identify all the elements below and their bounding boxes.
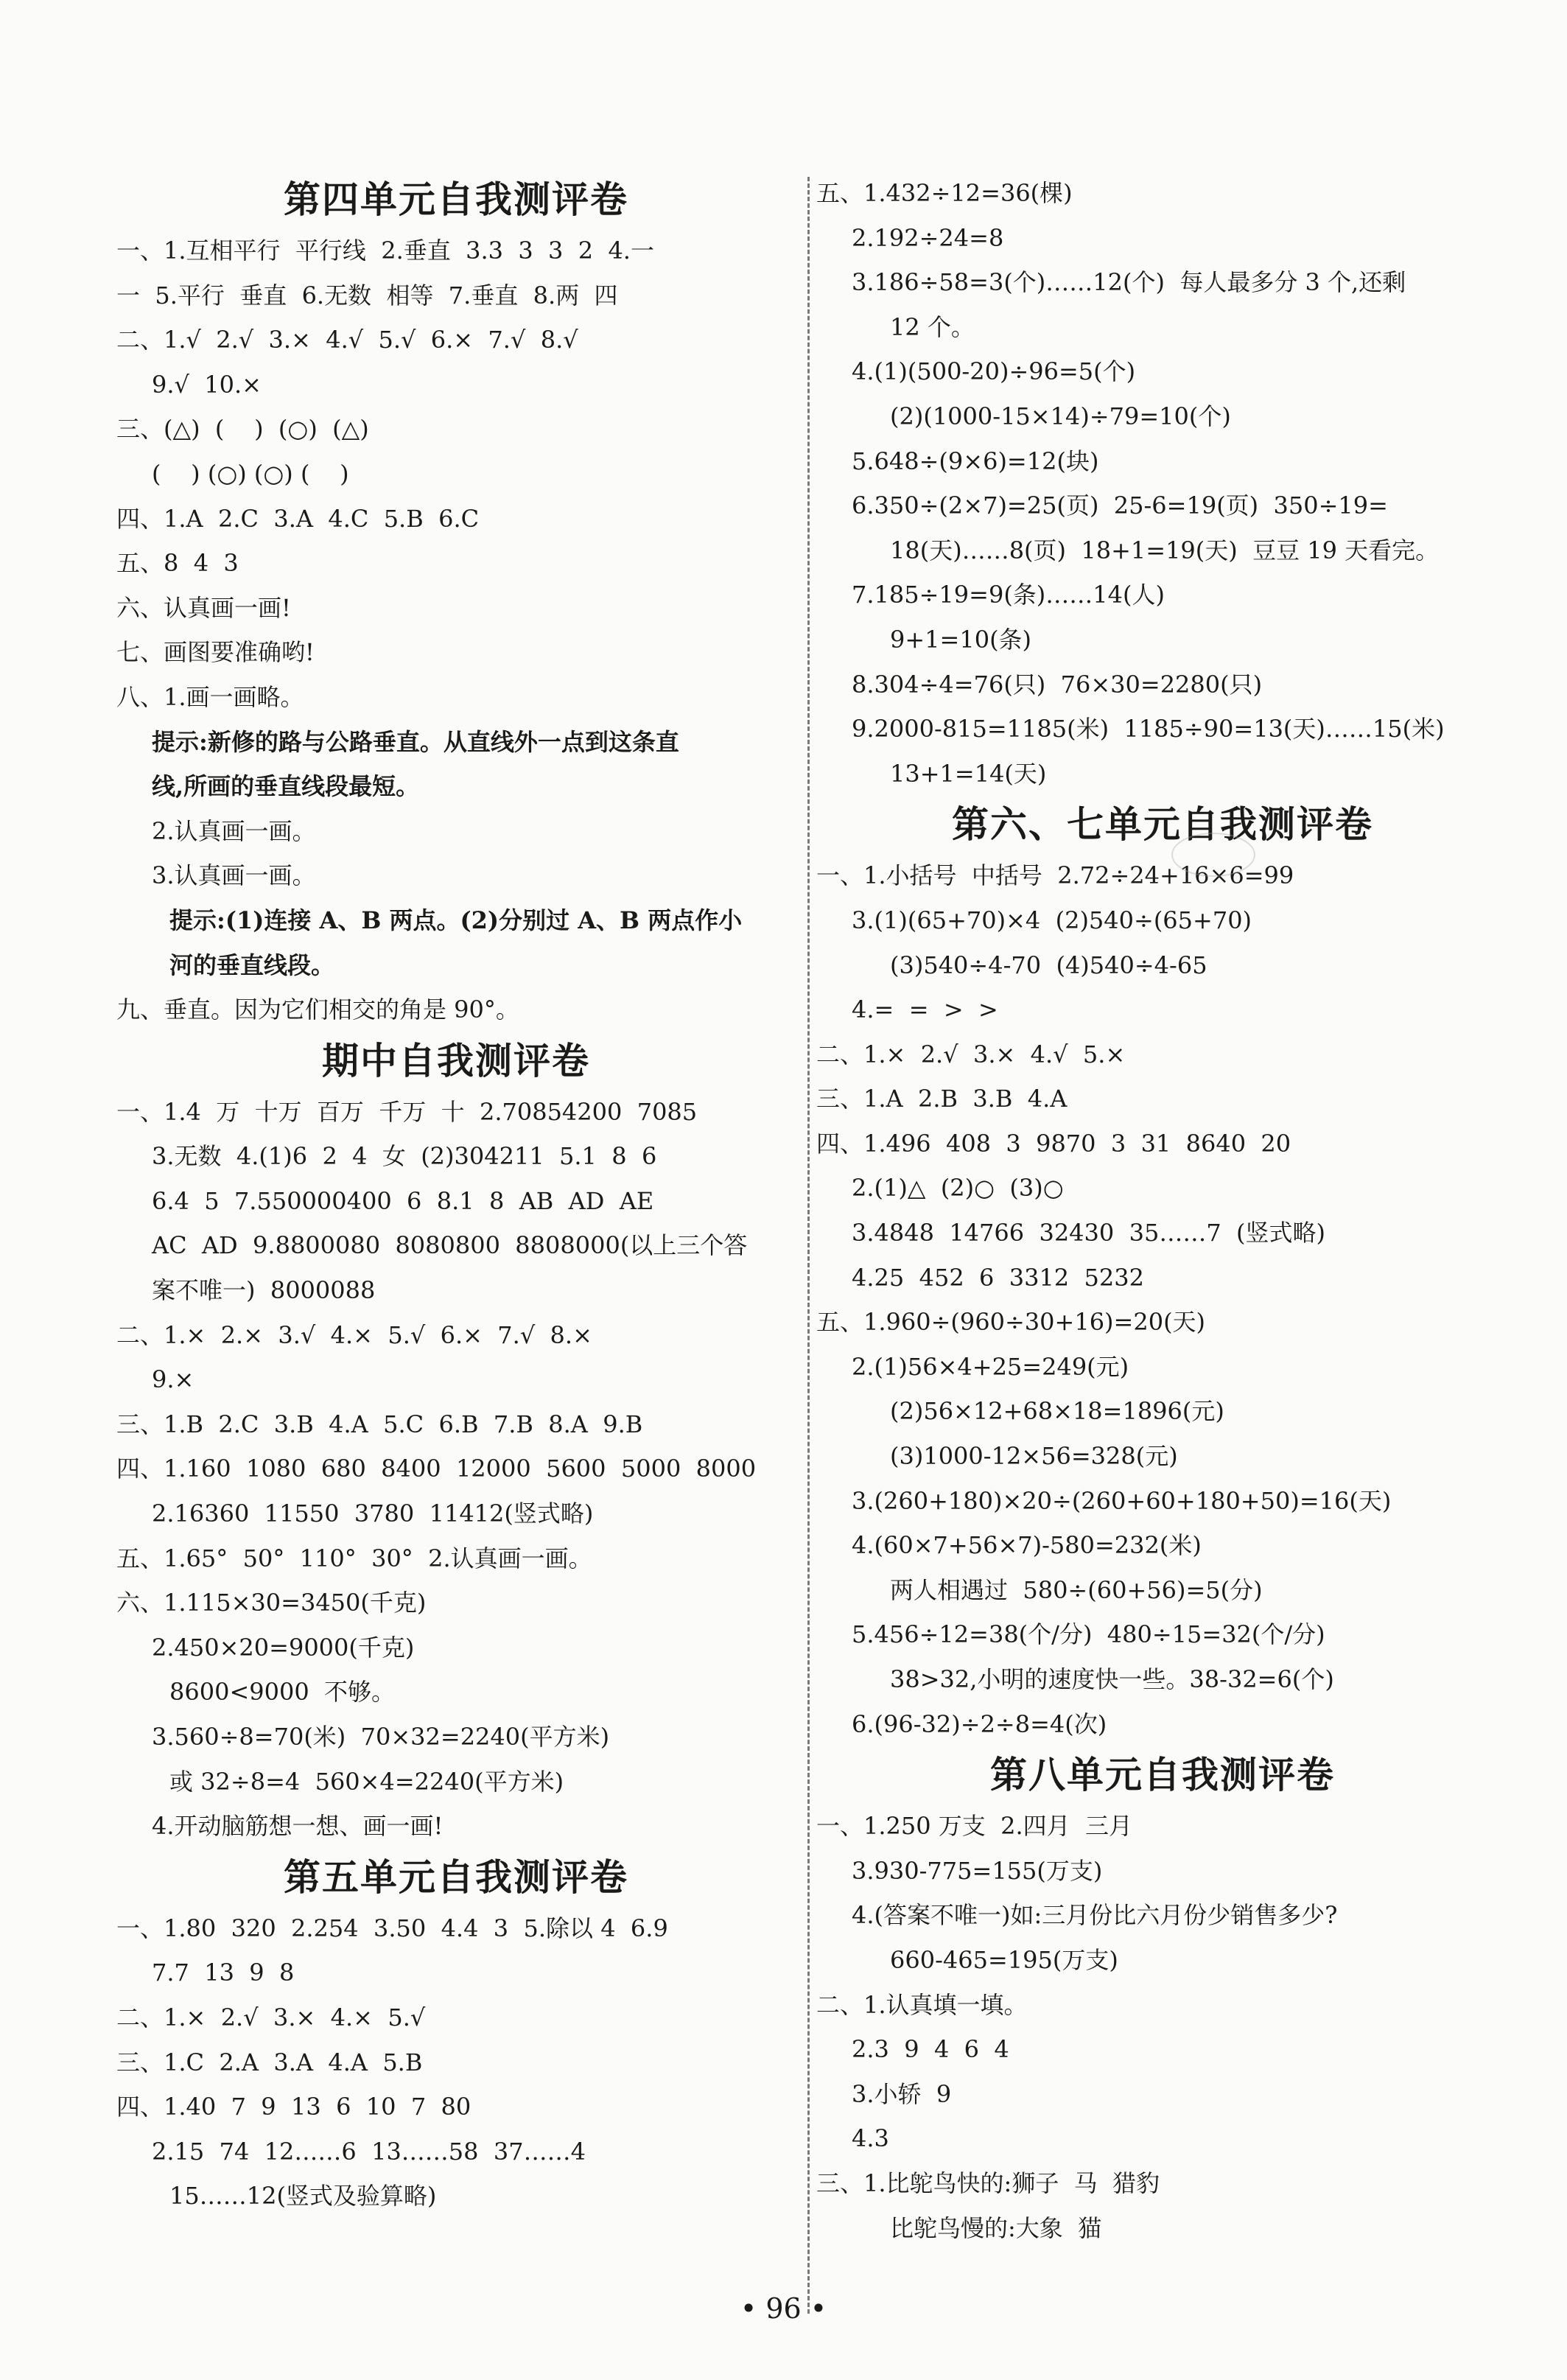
- answer-line: 2.(1)△ (2)○ (3)○: [852, 1174, 1064, 1203]
- answer-line: 3.560÷8=70(米) 70×32=2240(平方米): [152, 1723, 610, 1751]
- left-column: [116, 171, 796, 2219]
- answer-line: 8.304÷4=76(只) 76×30=2280(只): [852, 670, 1263, 699]
- answer-line: 二、1.认真填一填。: [816, 1990, 1028, 2019]
- faint-stamp-watermark: [1171, 833, 1255, 877]
- answer-line: 四、1.40 7 9 13 6 10 7 80: [116, 2093, 471, 2121]
- answer-line: 六、认真画一画!: [116, 593, 291, 622]
- answer-line: 三、(△) ( ) (○) (△): [116, 415, 369, 444]
- right-column: [816, 171, 1509, 2250]
- answer-line: 一、1.小括号 中括号 2.72÷24+16×6=99: [816, 861, 1294, 890]
- answer-line: (3)540÷4-70 (4)540÷4-65: [890, 951, 1207, 979]
- answer-line: 二、1.× 2.√ 3.× 4.× 5.√: [116, 2003, 426, 2031]
- answer-line: 三、1.A 2.B 3.B 4.A: [816, 1085, 1068, 1113]
- answer-line: 2.3 9 4 6 4: [852, 2035, 1009, 2064]
- answer-line: 二、1.× 2.× 3.√ 4.× 5.√ 6.× 7.√ 8.×: [116, 1320, 592, 1349]
- answer-line: 三、1.B 2.C 3.B 4.A 5.C 6.B 7.B 8.A 9.B: [116, 1410, 643, 1438]
- answer-line: 四、1.496 408 3 9870 3 31 8640 20: [816, 1129, 1291, 1158]
- answer-line: 2.450×20=9000(千克): [152, 1633, 415, 1662]
- answer-line: ( ) (○) (○) ( ): [152, 459, 349, 488]
- answer-line: 8600<9000 不够。: [169, 1678, 396, 1707]
- answer-line: 二、1.× 2.√ 3.× 4.√ 5.×: [816, 1040, 1126, 1068]
- answer-line: 7.7 13 9 8: [152, 1959, 295, 1987]
- answer-line: AC AD 9.8800080 8080800 8808000(以上三个答: [152, 1231, 748, 1260]
- section-title: 第四单元自我测评卷: [284, 178, 628, 221]
- answer-line: 6.4 5 7.550000400 6 8.1 8 AB AD AE: [152, 1186, 654, 1215]
- answer-line: 三、1.比鸵鸟快的:狮子 马 猎豹: [816, 2169, 1160, 2197]
- answer-line: (3)1000-12×56=328(元): [890, 1442, 1178, 1471]
- answer-line: 一、1.80 320 2.254 3.50 4.4 3 5.除以 4 6.9: [116, 1914, 668, 1942]
- answer-line: 9+1=10(条): [890, 625, 1032, 654]
- answer-line: 七、画图要准确哟!: [116, 638, 315, 667]
- answer-line: 38>32,小明的速度快一些。38-32=6(个): [890, 1665, 1334, 1693]
- answer-line: 八、1.画一画略。: [116, 682, 304, 711]
- section-title: 第八单元自我测评卷: [990, 1754, 1335, 1797]
- answer-line: 9.√ 10.×: [152, 370, 262, 399]
- answer-line: 一、1.250 万支 2.四月 三月: [816, 1812, 1133, 1841]
- answer-line: 3.(260+180)×20÷(260+60+180+50)=16(天): [852, 1486, 1392, 1515]
- answer-line: 3.认真画一画。: [152, 861, 316, 890]
- answer-line: 5.648÷(9×6)=12(块): [852, 447, 1099, 475]
- answer-line: 2.192÷24=8: [852, 223, 1004, 252]
- answer-line: 4.(60×7+56×7)-580=232(米): [852, 1531, 1202, 1560]
- answer-section: [116, 171, 796, 1032]
- answer-line: 3.930-775=155(万支): [852, 1856, 1103, 1885]
- answer-line: 4.(1)(500-20)÷96=5(个): [852, 357, 1136, 386]
- answer-line: 3.小轿 9: [852, 2079, 952, 2108]
- answer-line: 两人相遇过 580÷(60+56)=5(分): [890, 1575, 1263, 1604]
- answer-line: 12 个。: [890, 312, 975, 341]
- answer-line: 5.456÷12=38(个/分) 480÷15=32(个/分): [852, 1620, 1325, 1649]
- answer-line: 9.2000-815=1185(米) 1185÷90=13(天)……15(米): [852, 715, 1445, 743]
- answer-section: [116, 1849, 796, 2219]
- answer-line: 4.= = > >: [852, 995, 998, 1024]
- answer-line: 2.15 74 12……6 13……58 37……4: [152, 2137, 586, 2166]
- answer-line: 一 5.平行 垂直 6.无数 相等 7.垂直 8.两 四: [116, 281, 618, 309]
- answer-line: 九、垂直。因为它们相交的角是 90°。: [116, 995, 519, 1024]
- answer-line: (2)56×12+68×18=1896(元): [890, 1397, 1224, 1426]
- answer-line: 3.186÷58=3(个)……12(个) 每人最多分 3 个,还剩: [852, 268, 1406, 297]
- answer-line: 案不唯一) 8000088: [152, 1276, 376, 1305]
- section-title: 第六、七单元自我测评卷: [952, 803, 1373, 847]
- answer-line: (2)(1000-15×14)÷79=10(个): [890, 402, 1231, 430]
- answer-line: 3.(1)(65+70)×4 (2)540÷(65+70): [852, 906, 1252, 934]
- section-title: 期中自我测评卷: [322, 1039, 590, 1082]
- answer-line: 7.185÷19=9(条)……14(人): [852, 581, 1165, 609]
- answer-section: [816, 796, 1509, 1746]
- answer-line: 2.16360 11550 3780 11412(竖式略): [152, 1499, 594, 1528]
- answer-line: 五、8 4 3: [116, 549, 239, 578]
- answer-line: 线,所画的垂直线段最短。: [152, 772, 420, 801]
- answer-line: 3.无数 4.(1)6 2 4 女 (2)304211 5.1 8 6: [152, 1142, 657, 1171]
- answer-line: 4.(答案不唯一)如:三月份比六月份少销售多少?: [852, 1901, 1338, 1930]
- page-number: • 96 •: [740, 2292, 827, 2325]
- answer-line: 六、1.115×30=3450(千克): [116, 1589, 427, 1617]
- answer-line: 比鸵鸟慢的:大象 猫: [890, 2213, 1102, 2242]
- column-divider: [807, 177, 810, 2314]
- answer-line: 2.认真画一画。: [152, 816, 316, 845]
- answer-line: 18(天)……8(页) 18+1=19(天) 豆豆 19 天看完。: [890, 536, 1440, 564]
- answer-line: 五、1.432÷12=36(棵): [816, 179, 1073, 207]
- answer-line: 五、1.65° 50° 110° 30° 2.认真画一画。: [116, 1544, 592, 1572]
- answer-line: 一、1.互相平行 平行线 2.垂直 3.3 3 3 2 4.一: [116, 237, 654, 265]
- answer-line: 三、1.C 2.A 3.A 4.A 5.B: [116, 2048, 423, 2076]
- section-title: 第五单元自我测评卷: [284, 1855, 628, 1899]
- answer-section: [816, 171, 1509, 796]
- answer-line: 或 32÷8=4 560×4=2240(平方米): [169, 1767, 564, 1796]
- answer-line: 6.(96-32)÷2÷8=4(次): [852, 1709, 1107, 1738]
- answer-line: 13+1=14(天): [890, 759, 1047, 788]
- answer-line: 提示:(1)连接 A、B 两点。(2)分别过 A、B 两点作小: [169, 906, 743, 934]
- answer-line: 6.350÷(2×7)=25(页) 25-6=19(页) 350÷19=: [852, 491, 1388, 520]
- answer-line: 9.×: [152, 1365, 194, 1394]
- answer-line: 4.开动脑筋想一想、画一画!: [152, 1812, 444, 1841]
- answer-line: 660-465=195(万支): [890, 1945, 1118, 1974]
- answer-line: 河的垂直线段。: [169, 951, 335, 979]
- answer-line: 3.4848 14766 32430 35……7 (竖式略): [852, 1219, 1325, 1247]
- answer-line: 二、1.√ 2.√ 3.× 4.√ 5.√ 6.× 7.√ 8.√: [116, 326, 578, 354]
- answer-line: 五、1.960÷(960÷30+16)=20(天): [816, 1308, 1206, 1337]
- answer-line: 4.25 452 6 3312 5232: [852, 1263, 1144, 1292]
- answer-section: [816, 1746, 1509, 2250]
- answer-line: 15……12(竖式及验算略): [169, 2182, 437, 2211]
- answer-line: 提示:新修的路与公路垂直。从直线外一点到这条直: [152, 727, 679, 756]
- answer-section: [116, 1032, 796, 1849]
- answer-line: 四、1.160 1080 680 8400 12000 5600 5000 8000: [116, 1455, 757, 1483]
- answer-line: 4.3: [852, 2124, 889, 2153]
- answer-line: 四、1.A 2.C 3.A 4.C 5.B 6.C: [116, 504, 480, 533]
- answer-line: 一、1.4 万 十万 百万 千万 十 2.70854200 7085: [116, 1097, 698, 1126]
- answer-line: 2.(1)56×4+25=249(元): [852, 1352, 1129, 1381]
